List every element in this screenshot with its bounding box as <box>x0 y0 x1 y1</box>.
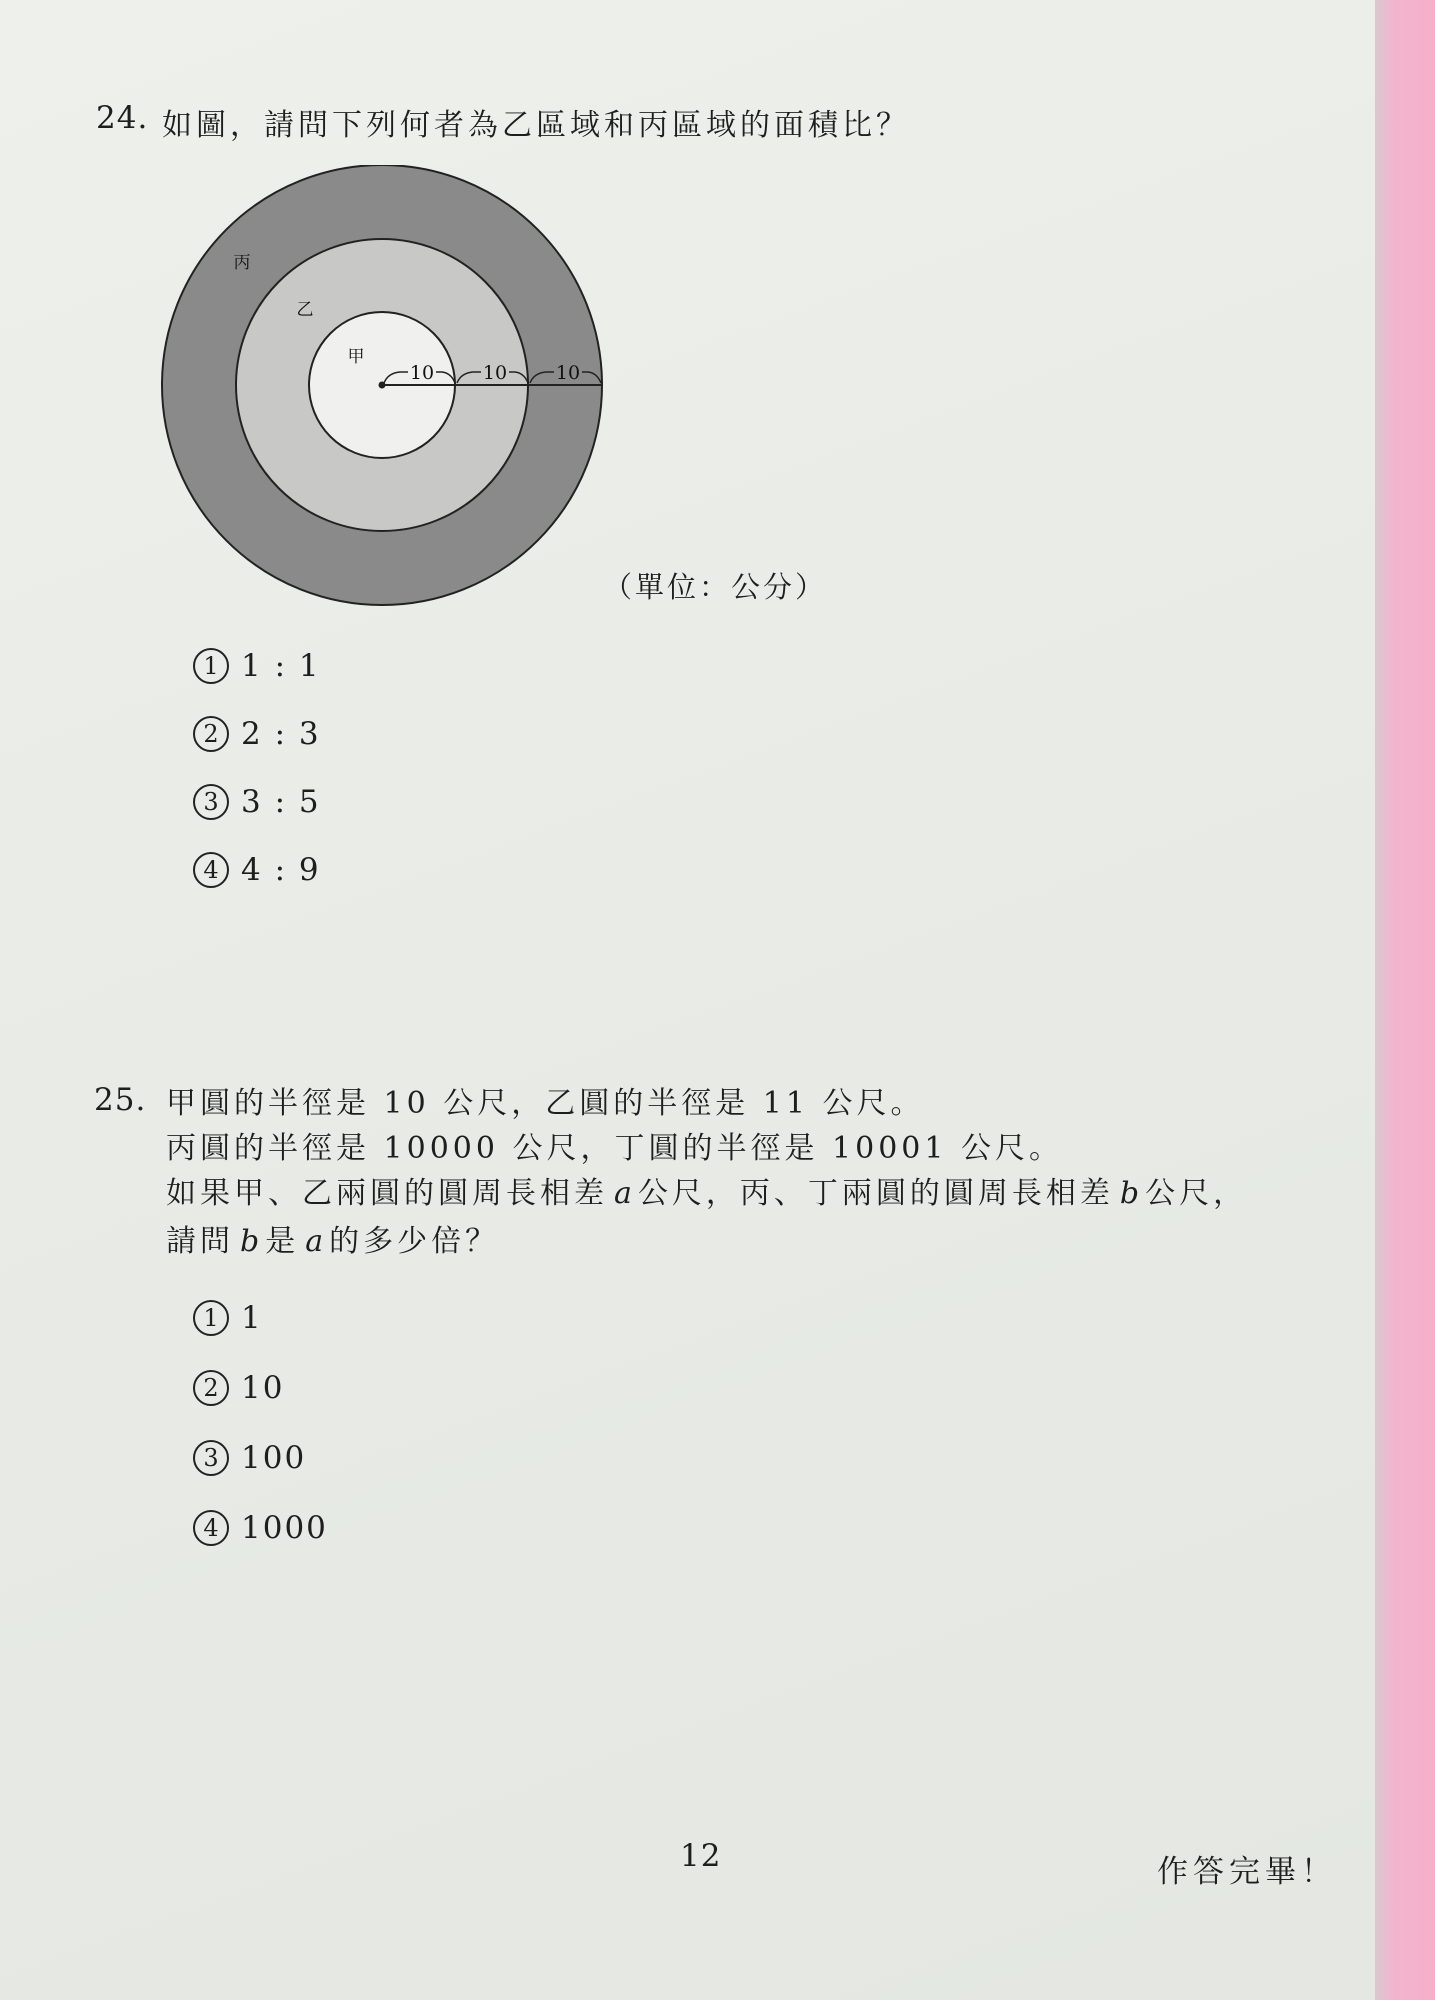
page-number: 12 <box>680 1838 722 1874</box>
variable-a: a <box>305 1224 324 1259</box>
option-text: 10 <box>241 1370 285 1406</box>
segment-label-2: 10 <box>482 362 508 384</box>
variable-a: a <box>614 1176 632 1211</box>
option-marker: 4 <box>193 852 229 888</box>
line3-part-b: 公尺，丙、丁兩圓的圓周長相差 <box>637 1176 1114 1211</box>
unit-note: （單位：公分） <box>603 570 828 604</box>
option-text: 100 <box>241 1440 307 1476</box>
question-text: 如圖，請問下列何者為乙區域和丙區域的面積比？ <box>162 108 910 143</box>
q25-option-2[interactable] <box>193 1370 284 1406</box>
option-marker: 1 <box>193 648 229 684</box>
option-marker: 2 <box>193 1370 229 1406</box>
option-marker: 3 <box>193 784 229 820</box>
q25-option-3[interactable] <box>193 1440 306 1476</box>
option-marker: 1 <box>193 1300 229 1336</box>
question-line-2: 丙圓的半徑是 10000 公尺，丁圓的半徑是 10001 公尺。 <box>166 1131 1064 1166</box>
question-number: 24. <box>96 100 149 136</box>
option-text: 4 : 9 <box>241 852 321 888</box>
question-line-4 <box>166 1216 499 1260</box>
line4-part-c: 的多少倍？ <box>329 1224 500 1259</box>
finish-text: 作答完畢！ <box>1157 1854 1337 1890</box>
option-marker: 3 <box>193 1440 229 1476</box>
line4-part-a: 請問 <box>166 1224 234 1259</box>
option-text: 1 <box>241 1300 263 1336</box>
q24-option-1[interactable] <box>193 648 321 684</box>
option-text: 1 : 1 <box>241 648 321 684</box>
question-line-1: 甲圓的半徑是 10 公尺，乙圓的半徑是 11 公尺。 <box>166 1086 925 1121</box>
region-label-jia: 甲 <box>347 347 365 367</box>
pink-background-edge <box>1375 0 1435 2000</box>
q25-option-1[interactable] <box>193 1300 263 1336</box>
variable-b: b <box>240 1224 260 1259</box>
line4-part-b: 是 <box>265 1224 300 1259</box>
q25-option-4[interactable] <box>193 1510 328 1546</box>
option-text: 1000 <box>241 1510 328 1546</box>
q24-option-4[interactable] <box>193 852 321 888</box>
segment-label-1: 10 <box>409 362 435 384</box>
option-text: 3 : 5 <box>241 784 321 820</box>
region-label-bing: 丙 <box>233 253 251 273</box>
option-text: 2 : 3 <box>241 716 321 752</box>
option-marker: 2 <box>193 716 229 752</box>
question-line-3 <box>166 1168 1247 1212</box>
q24-option-3[interactable] <box>193 784 321 820</box>
q24-option-2[interactable] <box>193 716 321 752</box>
line3-part-c: 公尺， <box>1145 1176 1248 1211</box>
variable-b: b <box>1119 1176 1140 1211</box>
region-label-yi: 乙 <box>296 300 314 320</box>
option-marker: 4 <box>193 1510 229 1546</box>
concentric-circles-figure <box>150 165 620 615</box>
question-number: 25. <box>94 1082 147 1118</box>
segment-label-3: 10 <box>555 362 581 384</box>
line3-part-a: 如果甲、乙兩圓的圓周長相差 <box>166 1176 608 1211</box>
